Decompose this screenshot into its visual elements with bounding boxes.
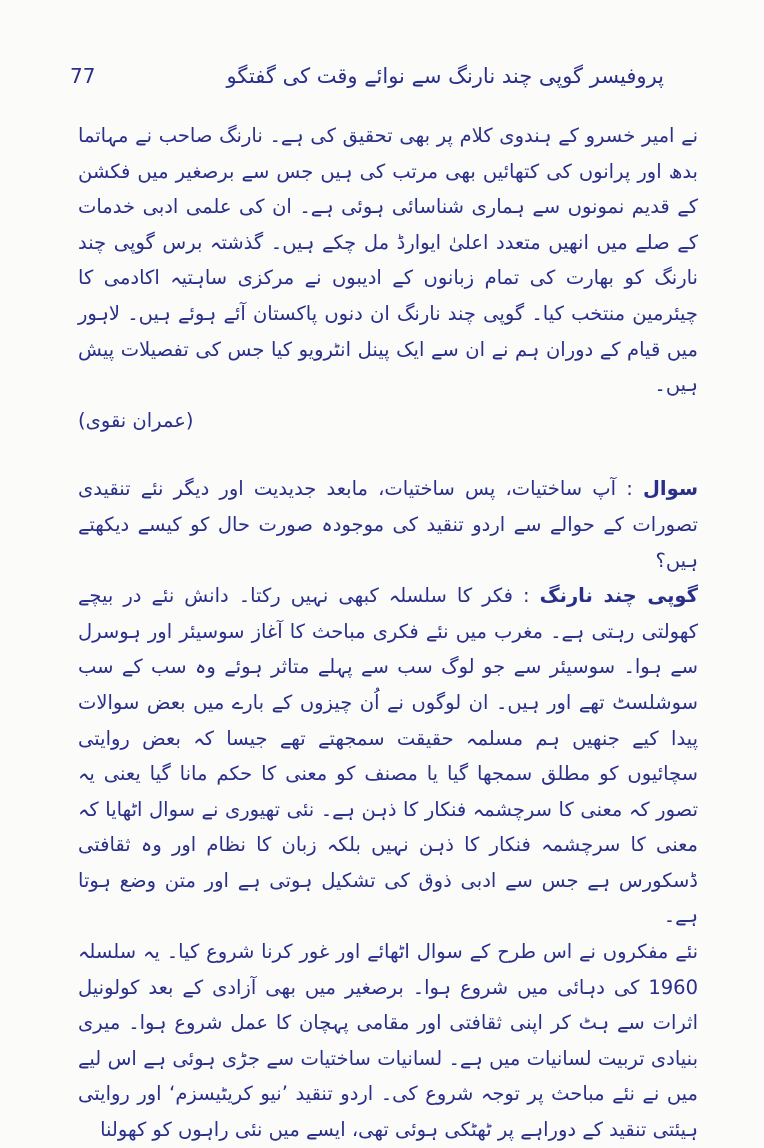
answer-paragraph — [78, 578, 698, 934]
question-paragraph — [78, 471, 698, 578]
question-text: : آپ ساختیات، پس ساختیات، مابعد جدیدیت اور دیگر نئے تنقیدی تصورات کے حوالے سے اردو تنقید کی موجودہ صورت حال کو کیسے دیکھتے ہیں؟ — [78, 477, 698, 572]
author-signature: (عمران نقوی) — [78, 408, 194, 432]
page-header — [70, 56, 664, 96]
answer-paragraph-2: نئے مفکروں نے اس طرح کے سوال اٹھائے اور غور کرنا شروع کیا۔ یہ سلسلہ 1960 کی دہائی میں شروع ہوا۔ برصغیر میں بھی آزادی کے بعد کولونیل اثرات سے ہٹ کر اپنی ثقافتی اور مقامی پہچان کا عمل شروع ہوا۔ میری بنیادی تربیت لسانیات میں ہے۔ لسانیات ساختیات سے جڑی ہوئی ہے اس لیے میں نے نئے مباحث پر توجہ شروع کی۔ اردو تنقید ’نیو کریٹیسزم‘ اور روایتی ہیئتی تنقید کے دوراہے پر ٹھٹکی ہوئی تھی، ایسے میں نئی راہوں کو کھولنا — [78, 940, 698, 1142]
answer-text: : فکر کا سلسلہ کبھی نہیں رکتا۔ دانش نئے در بیچے کھولتی رہتی ہے۔ مغرب میں نئے فکری مباحث کا آغاز سوسیئر اور ہوسرل سے ہوا۔ سوسیئر سے جو لوگ سب سے پہلے متاثر ہوئے وہ سب کے سب سوشلسٹ تھے اور ہیں۔ ان لوگوں نے اُن چیزوں کے بارے میں بعض سوالات پیدا کیے جنھیں ہم مسلمہ حقیقت سمجھتے تھے جیسا کہ بعض روایتی سچائیوں کو مطلق سمجھا گیا یا مصنف کو معنی کا حکم مانا گیا یعنی یہ تصور کہ معنی کا سرچشمہ فنکار کا ذہن ہے۔ نئی تھیوری نے سوال اٹھایا کہ معنی کا سرچشمہ فنکار کا ذہن نہیں بلکہ زبان کا نظام اور وہ ثقافتی ڈسکورس ہے جس سے ادبی ذوق کی تشکیل ہوتی ہے اور متن وضع ہوتا ہے۔ — [78, 584, 698, 928]
section-divider — [78, 438, 698, 471]
answer-label: گوپی چند نارنگ — [539, 584, 698, 608]
page-number: 77 — [70, 64, 96, 88]
intro-paragraph: نے امیر خسرو کے ہندوی کلام پر بھی تحقیق کی ہے۔ نارنگ صاحب نے مہاتما بدھ اور پرانوں کی کتھائیں بھی مرتب کی ہیں جس سے برصغیر میں فکشن کے قدیم نمونوں سے ہماری شناسائی ہوئی ہے۔ ان کی علمی ادبی خدمات کے صلے میں انھیں متعدد اعلیٰ ایوارڈ مل چکے ہیں۔ گذشتہ برس گوپی چند نارنگ کو بھارت کی تمام زبانوں کے ادیبوں نے مرکزی ساہتیہ اکادمی کا چیئرمین منتخب کیا۔ گوپی چند نارنگ ان دنوں پاکستان آئے ہوئے ہیں۔ لاہور میں قیام کے دوران ہم نے ان سے ایک پینل انٹرویو کیا جس کی تفصیلات پیش ہیں۔ — [78, 124, 698, 397]
running-title: پروفیسر گوپی چند نارنگ سے نوائے وقت کی گفتگو — [226, 64, 664, 88]
question-label: سوال — [642, 477, 698, 501]
article-body — [78, 118, 698, 1148]
